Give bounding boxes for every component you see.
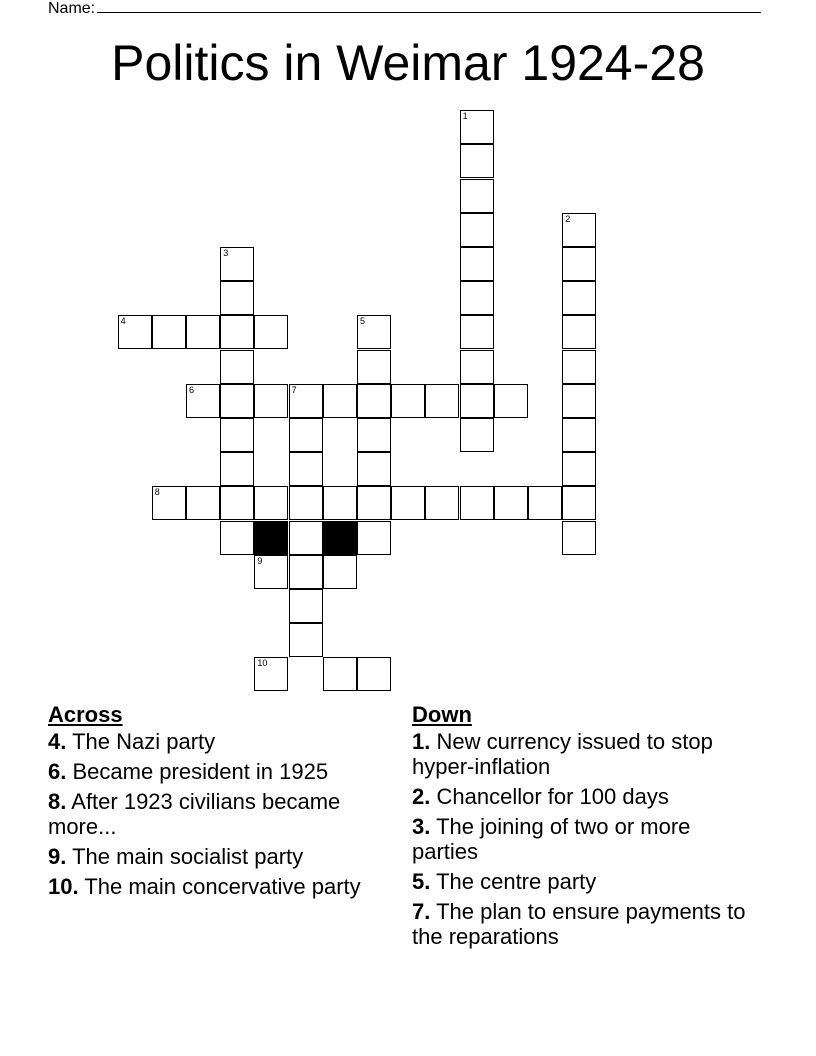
- grid-cell[interactable]: [562, 350, 596, 384]
- grid-cell[interactable]: [562, 315, 596, 349]
- grid-cell[interactable]: [528, 486, 562, 520]
- clue-text: The Nazi party: [72, 729, 216, 754]
- grid-cell[interactable]: [289, 521, 323, 555]
- grid-cell[interactable]: [460, 144, 494, 178]
- clue-number: 5.: [412, 869, 431, 894]
- grid-cell[interactable]: [357, 315, 391, 349]
- grid-cell[interactable]: [220, 247, 254, 281]
- down-clues: [412, 702, 752, 954]
- grid-cell[interactable]: [562, 452, 596, 486]
- grid-cell[interactable]: [425, 384, 459, 418]
- grid-cell[interactable]: [254, 657, 288, 691]
- grid-cell[interactable]: [391, 486, 425, 520]
- grid-cell[interactable]: [220, 384, 254, 418]
- grid-cell[interactable]: [562, 521, 596, 555]
- grid-cell[interactable]: [323, 486, 357, 520]
- grid-cell[interactable]: [357, 486, 391, 520]
- grid-cell[interactable]: [289, 623, 323, 657]
- grid-cell[interactable]: [460, 213, 494, 247]
- clue-number: 3.: [412, 814, 431, 839]
- grid-cell[interactable]: [357, 418, 391, 452]
- grid-cell[interactable]: [357, 452, 391, 486]
- across-clue: [48, 874, 388, 899]
- clue-text: The joining of two or more parties: [412, 814, 691, 864]
- grid-cell[interactable]: [562, 418, 596, 452]
- clue-number: 1.: [412, 729, 431, 754]
- grid-cell[interactable]: [391, 384, 425, 418]
- across-clue: [48, 789, 388, 839]
- grid-cell[interactable]: [425, 486, 459, 520]
- grid-cell[interactable]: [460, 384, 494, 418]
- grid-cell[interactable]: [323, 555, 357, 589]
- clue-number-label: 4: [120, 316, 126, 327]
- across-clue: [48, 844, 388, 869]
- clue-number-label: 5: [360, 316, 366, 327]
- clue-number: 6.: [48, 759, 67, 784]
- down-clue: [412, 814, 752, 864]
- across-clue: [48, 759, 388, 784]
- down-heading: Down: [412, 702, 472, 727]
- clue-number: 10.: [48, 874, 79, 899]
- grid-cell[interactable]: [220, 452, 254, 486]
- grid-cell[interactable]: [289, 452, 323, 486]
- down-clue: [412, 784, 752, 809]
- grid-cell[interactable]: [289, 486, 323, 520]
- grid-cell[interactable]: [357, 521, 391, 555]
- grid-cell[interactable]: [357, 350, 391, 384]
- puzzle-title: Politics in Weimar 1924-28: [111, 35, 705, 91]
- grid-cell[interactable]: [152, 315, 186, 349]
- grid-cell[interactable]: [562, 281, 596, 315]
- grid-cell[interactable]: [186, 384, 220, 418]
- clue-text: Chancellor for 100 days: [436, 784, 669, 809]
- grid-cell[interactable]: [460, 350, 494, 384]
- clue-number-label: 9: [257, 555, 263, 566]
- grid-cell[interactable]: [220, 418, 254, 452]
- grid-cell[interactable]: [562, 486, 596, 520]
- grid-cell[interactable]: [289, 418, 323, 452]
- clue-number: 2.: [412, 784, 431, 809]
- clue-number-label: 8: [154, 487, 160, 498]
- grid-cell[interactable]: [323, 384, 357, 418]
- grid-cell[interactable]: [289, 555, 323, 589]
- grid-cell[interactable]: [562, 384, 596, 418]
- grid-cell[interactable]: [562, 213, 596, 247]
- clue-text: Became president in 1925: [72, 759, 329, 784]
- grid-cell[interactable]: [357, 657, 391, 691]
- grid-cell[interactable]: [460, 315, 494, 349]
- grid-cell[interactable]: [186, 315, 220, 349]
- across-clues: [48, 702, 388, 904]
- grid-cell[interactable]: [460, 247, 494, 281]
- grid-cell[interactable]: [562, 247, 596, 281]
- black-square: [323, 521, 357, 555]
- clue-number: 9.: [48, 844, 67, 869]
- grid-cell[interactable]: [152, 486, 186, 520]
- grid-cell[interactable]: [460, 179, 494, 213]
- grid-cell[interactable]: [494, 486, 528, 520]
- down-clue: [412, 729, 752, 779]
- grid-cell[interactable]: [460, 110, 494, 144]
- clue-text: The main socialist party: [72, 844, 304, 869]
- grid-cell[interactable]: [460, 418, 494, 452]
- across-clue: [48, 729, 388, 754]
- clue-number: 4.: [48, 729, 67, 754]
- grid-cell[interactable]: [460, 486, 494, 520]
- clue-text: The plan to ensure payments to the reparations: [412, 899, 746, 949]
- clue-text: The centre party: [436, 869, 597, 894]
- clue-text: After 1923 civilians became more...: [48, 789, 341, 839]
- name-label: Name:: [48, 0, 96, 17]
- down-clue: [412, 869, 752, 894]
- grid-cell[interactable]: [494, 384, 528, 418]
- clue-text: New currency issued to stop hyper-inflation: [412, 729, 713, 779]
- grid-cell[interactable]: [460, 281, 494, 315]
- black-square: [254, 521, 288, 555]
- clue-number-label: 10: [257, 658, 268, 669]
- clue-number-label: 6: [189, 384, 195, 395]
- clue-text: The main concervative party: [84, 874, 361, 899]
- grid-cell[interactable]: [289, 589, 323, 623]
- down-clue: [412, 899, 752, 949]
- grid-cell[interactable]: [186, 486, 220, 520]
- grid-cell[interactable]: [220, 486, 254, 520]
- clue-number-label: 7: [291, 384, 297, 395]
- grid-cell[interactable]: [254, 315, 288, 349]
- clue-number-label: 3: [223, 247, 229, 258]
- clue-number-label: 2: [565, 213, 571, 224]
- grid-cell[interactable]: [220, 315, 254, 349]
- grid-cell[interactable]: [289, 384, 323, 418]
- grid-cell[interactable]: [254, 486, 288, 520]
- grid-cell[interactable]: [254, 384, 288, 418]
- clue-number: 8.: [48, 789, 67, 814]
- grid-cell[interactable]: [357, 384, 391, 418]
- grid-cell[interactable]: [254, 555, 288, 589]
- clue-number-label: 1: [462, 111, 468, 122]
- grid-cell[interactable]: [220, 350, 254, 384]
- clue-number: 7.: [412, 899, 431, 924]
- grid-cell[interactable]: [220, 521, 254, 555]
- grid-cell[interactable]: [220, 281, 254, 315]
- across-heading: Across: [48, 702, 123, 727]
- grid-cell[interactable]: [323, 657, 357, 691]
- grid-cell[interactable]: [118, 315, 152, 349]
